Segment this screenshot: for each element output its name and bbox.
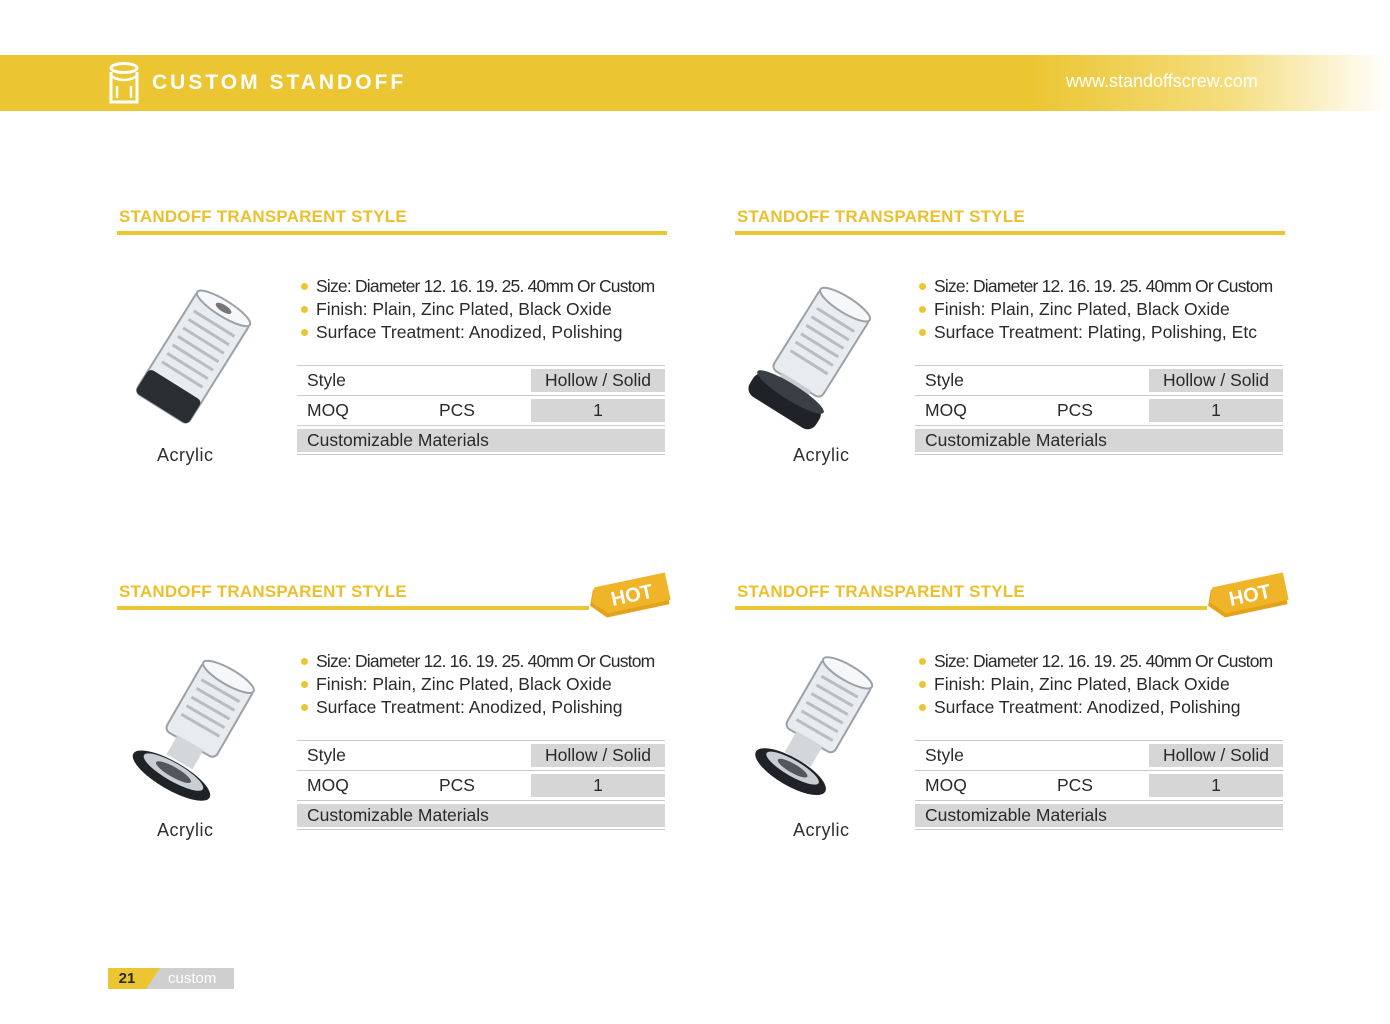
footer-tag: custom	[146, 968, 234, 989]
spec-table	[915, 365, 1283, 455]
product-section-4	[735, 582, 1305, 882]
moq-unit: PCS	[1057, 775, 1093, 795]
acrylic-standoff-image	[117, 652, 267, 812]
material-label: Acrylic	[157, 820, 214, 840]
bullet-size: Size: Diameter 12. 16. 19. 25. 40mm Or Custom	[299, 275, 654, 298]
materials-row	[915, 425, 1283, 455]
section-underline	[735, 231, 1285, 235]
style-label: Style	[307, 745, 346, 765]
section-underline	[117, 606, 589, 610]
brand-title: CUSTOM STANDOFF	[152, 71, 407, 94]
section-title: STANDOFF TRANSPARENT STYLE	[119, 207, 407, 226]
bullet-surface: Surface Treatment: Anodized, Polishing	[299, 696, 654, 719]
materials-label: Customizable Materials	[915, 804, 1283, 827]
hot-label: HOT	[609, 580, 655, 611]
style-value: Hollow / Solid	[1149, 369, 1283, 392]
website-url[interactable]: www.standoffscrew.com	[1066, 71, 1258, 91]
style-row	[297, 365, 665, 394]
materials-row	[915, 800, 1283, 830]
acrylic-standoff-image	[735, 652, 885, 812]
style-row	[915, 740, 1283, 769]
moq-label: MOQ	[925, 775, 967, 795]
spec-bullet-list	[299, 275, 654, 344]
hot-label: HOT	[1227, 580, 1273, 611]
bullet-finish: Finish: Plain, Zinc Plated, Black Oxide	[299, 673, 654, 696]
bullet-surface: Surface Treatment: Anodized, Polishing	[917, 696, 1272, 719]
style-row	[297, 740, 665, 769]
moq-label: MOQ	[307, 400, 349, 420]
style-label: Style	[925, 370, 964, 390]
bullet-size: Size: Diameter 12. 16. 19. 25. 40mm Or Custom	[917, 650, 1272, 673]
moq-value: 1	[1149, 399, 1283, 422]
moq-row	[297, 395, 665, 424]
product-section-2	[735, 207, 1305, 507]
bullet-finish: Finish: Plain, Zinc Plated, Black Oxide	[917, 298, 1272, 321]
moq-unit: PCS	[439, 400, 475, 420]
spec-table	[915, 740, 1283, 830]
bullet-size: Size: Diameter 12. 16. 19. 25. 40mm Or Custom	[917, 275, 1272, 298]
materials-label: Customizable Materials	[297, 804, 665, 827]
section-title: STANDOFF TRANSPARENT STYLE	[737, 207, 1025, 226]
section-title: STANDOFF TRANSPARENT STYLE	[119, 582, 407, 601]
material-label: Acrylic	[793, 445, 850, 465]
spec-bullet-list	[917, 650, 1272, 719]
section-title: STANDOFF TRANSPARENT STYLE	[737, 582, 1025, 601]
moq-label: MOQ	[307, 775, 349, 795]
spec-table	[297, 365, 665, 455]
moq-value: 1	[531, 399, 665, 422]
product-section-3	[117, 582, 687, 882]
standoff-logo-icon	[108, 62, 140, 106]
materials-label: Customizable Materials	[297, 429, 665, 452]
spec-bullet-list	[917, 275, 1272, 344]
product-section-1	[117, 207, 687, 507]
hot-badge-icon	[1203, 570, 1295, 622]
moq-row	[297, 770, 665, 799]
material-label: Acrylic	[793, 820, 850, 840]
materials-label: Customizable Materials	[915, 429, 1283, 452]
moq-row	[915, 395, 1283, 424]
section-underline	[735, 606, 1207, 610]
bullet-finish: Finish: Plain, Zinc Plated, Black Oxide	[299, 298, 654, 321]
moq-label: MOQ	[925, 400, 967, 420]
materials-row	[297, 800, 665, 830]
spec-bullet-list	[299, 650, 654, 719]
style-label: Style	[307, 370, 346, 390]
bullet-finish: Finish: Plain, Zinc Plated, Black Oxide	[917, 673, 1272, 696]
moq-row	[915, 770, 1283, 799]
bullet-surface: Surface Treatment: Anodized, Polishing	[299, 321, 654, 344]
moq-unit: PCS	[1057, 400, 1093, 420]
header-banner	[0, 55, 1390, 111]
style-value: Hollow / Solid	[531, 369, 665, 392]
material-label: Acrylic	[157, 445, 214, 465]
moq-unit: PCS	[439, 775, 475, 795]
materials-row	[297, 425, 665, 455]
acrylic-standoff-image	[735, 277, 885, 437]
style-label: Style	[925, 745, 964, 765]
moq-value: 1	[1149, 774, 1283, 797]
style-row	[915, 365, 1283, 394]
page-number: 21	[108, 968, 146, 989]
bullet-size: Size: Diameter 12. 16. 19. 25. 40mm Or Custom	[299, 650, 654, 673]
acrylic-standoff-image	[117, 277, 267, 437]
footer-arrow-decoration	[146, 968, 160, 989]
style-value: Hollow / Solid	[531, 744, 665, 767]
style-value: Hollow / Solid	[1149, 744, 1283, 767]
bullet-surface: Surface Treatment: Plating, Polishing, Etc	[917, 321, 1272, 344]
hot-badge-icon	[585, 570, 677, 622]
section-underline	[117, 231, 667, 235]
spec-table	[297, 740, 665, 830]
moq-value: 1	[531, 774, 665, 797]
